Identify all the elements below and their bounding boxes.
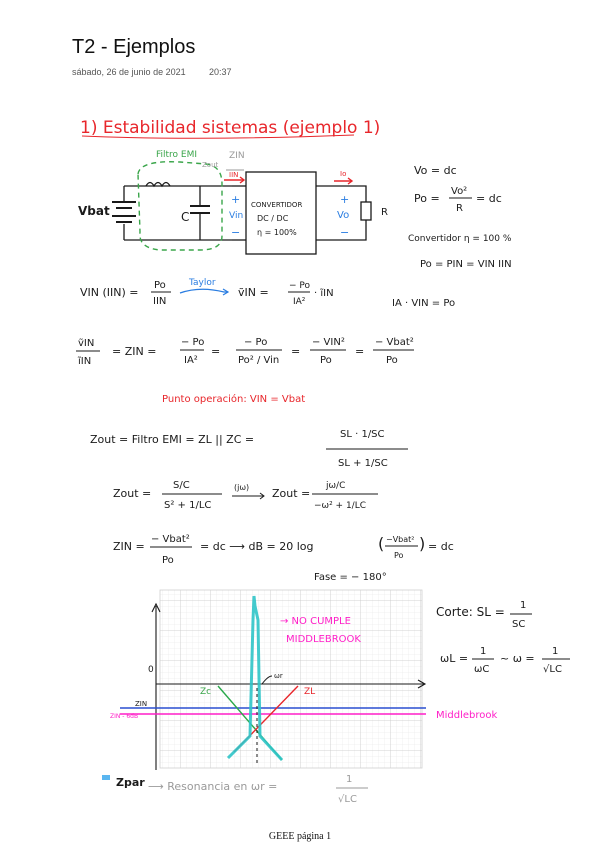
resonance-den: √LC (338, 794, 357, 805)
converter-line2: DC / DC (257, 214, 289, 223)
zin-db-paren-num: −Vbat² (386, 535, 415, 544)
po-eq-num: Vo² (451, 186, 468, 197)
taylor-arrow (180, 289, 228, 293)
taylor-aside: IA · VIN = Po (392, 298, 456, 309)
zpar-swatch (102, 775, 110, 780)
taylor-rhs-tail: · ĩIN (314, 288, 334, 299)
heading: 1) Estabilidad sistemas (ejemplo 1) (80, 118, 381, 138)
zin-frac4-den: Po (320, 355, 332, 366)
no-cumple-1: → NO CUMPLE (280, 616, 351, 627)
zin-frac2-den: IA² (184, 355, 198, 366)
corte-den2: ωC (474, 664, 490, 675)
resonance-text: ⟶ Resonancia en ωr = (148, 780, 278, 793)
taylor-rhs-num: − Po (289, 281, 311, 291)
c-label: C (181, 210, 190, 224)
resonance-num: 1 (346, 774, 353, 785)
zin-frac2-num: − Po (181, 337, 205, 348)
zin-db-lhs: ZIN = (113, 540, 145, 553)
zout2-rhs: Zout = (272, 487, 311, 500)
taylor-rhs: ṽIN = (238, 286, 269, 299)
page-date: sábado, 26 de junio de 2021 (72, 67, 186, 77)
taylor-rhs-den: IA² (293, 297, 306, 307)
operating-point: Punto operación: VIN = Vbat (162, 394, 306, 405)
corte-den3: √LC (543, 664, 562, 675)
zin-eq4: = (355, 345, 365, 358)
zin-frac5-den: Po (386, 355, 398, 366)
zin-db-paren-den: Po (394, 551, 404, 560)
converter-line3: η = 100% (257, 228, 297, 237)
plot-wr-label: ωr (274, 672, 283, 680)
plot-zl-label: ZL (304, 687, 316, 697)
zin-frac5-num: − Vbat² (375, 337, 414, 348)
paren-open: ( (378, 534, 385, 553)
corte-num2: 1 (480, 646, 487, 657)
vin-label: Vin (229, 211, 244, 221)
zin-db-mid: = dc ⟶ dB = 20 log (200, 540, 314, 553)
zout2-arrow-label: (jω) (234, 483, 250, 492)
page-footer: GEEE página 1 (268, 831, 332, 842)
taylor-lhs: VIN (IIN) = (80, 286, 139, 299)
vo-eq: Vo = dc (414, 164, 457, 177)
vin-minus: − (231, 226, 241, 239)
taylor-frac-den: IIN (153, 296, 167, 307)
po-eq-lhs: Po = (414, 192, 440, 205)
bode-plot (120, 590, 426, 770)
po-eq-rhs: = dc (476, 192, 502, 205)
zin-frac3-den: Po² / Vin (238, 355, 280, 366)
vbat-label: Vbat (78, 204, 110, 218)
filter-label: Filtro EMI (156, 150, 198, 160)
vo-plus: + (340, 193, 350, 206)
zout-eq-lhs: Zout = Filtro EMI = ZL || ZC = (90, 433, 255, 446)
zout3-den: −ω² + 1/LC (314, 501, 367, 511)
eta-eq: Convertidor η = 100 % (408, 234, 512, 244)
converter-line1: CONVERTIDOR (251, 201, 303, 209)
vin-plus: + (231, 193, 241, 206)
taylor-frac-num: Po (154, 280, 166, 291)
zin-eq3: = (291, 345, 301, 358)
corte-den: SC (512, 619, 526, 630)
no-cumple-2: MIDDLEBROOK (286, 634, 361, 645)
plot-zin-label: ZIN (135, 700, 148, 708)
zout3-num: jω/C (326, 481, 346, 491)
zin-frac3-num: − Po (244, 337, 268, 348)
corte-line2: ωL = (440, 652, 469, 665)
zin-db-fase: Fase = − 180° (314, 572, 387, 583)
zout2-num: S/C (173, 480, 190, 491)
iin-label: IIN (229, 171, 239, 179)
io-label: Io (340, 170, 347, 178)
zout-eq-den: SL + 1/SC (338, 458, 388, 469)
zout2-lhs: Zout = (113, 487, 152, 500)
zout-label: Zout (202, 161, 219, 169)
page-title: T2 - Ejemplos (72, 36, 196, 58)
plot-zc-label: Zc (200, 687, 212, 697)
vo-minus: − (340, 226, 350, 239)
zin-db-den: Po (162, 555, 174, 566)
plot-zin-6db-label: ZIN - 6dB (110, 713, 139, 720)
plot-middlebrook: Middlebrook (436, 710, 498, 721)
zin-frac4-num: − VIN² (312, 337, 345, 348)
plot-zero-label: 0 (148, 665, 154, 675)
corte-num: 1 (520, 600, 527, 611)
zin-db-num: − Vbat² (151, 534, 190, 545)
vo-label: Vo (337, 210, 350, 221)
page-time: 20:37 (209, 67, 232, 77)
zin-eq1: = ZIN = (112, 345, 157, 358)
po-eq-den: R (456, 203, 463, 214)
zin-db-rhs: = dc (428, 540, 454, 553)
zin-eq2: = (211, 345, 221, 358)
zin-frac1-num: ṽIN (78, 338, 95, 349)
zout-eq-num: SL · 1/SC (340, 429, 385, 440)
r-label: R (381, 207, 388, 218)
corte-num3: 1 (552, 646, 559, 657)
power-eq: Po = PIN = VIN IIN (420, 259, 512, 270)
paren-close: ) (419, 534, 426, 553)
corte-title: Corte: SL = (436, 605, 505, 619)
zpar-label: Zpar (116, 776, 145, 789)
corte-mid: ~ ω = (500, 652, 535, 665)
zin-label: ZIN (229, 151, 245, 161)
taylor-arrow-label: Taylor (189, 278, 216, 288)
zin-frac1-den: ĩIN (78, 356, 92, 367)
zout2-den: S² + 1/LC (164, 500, 212, 511)
